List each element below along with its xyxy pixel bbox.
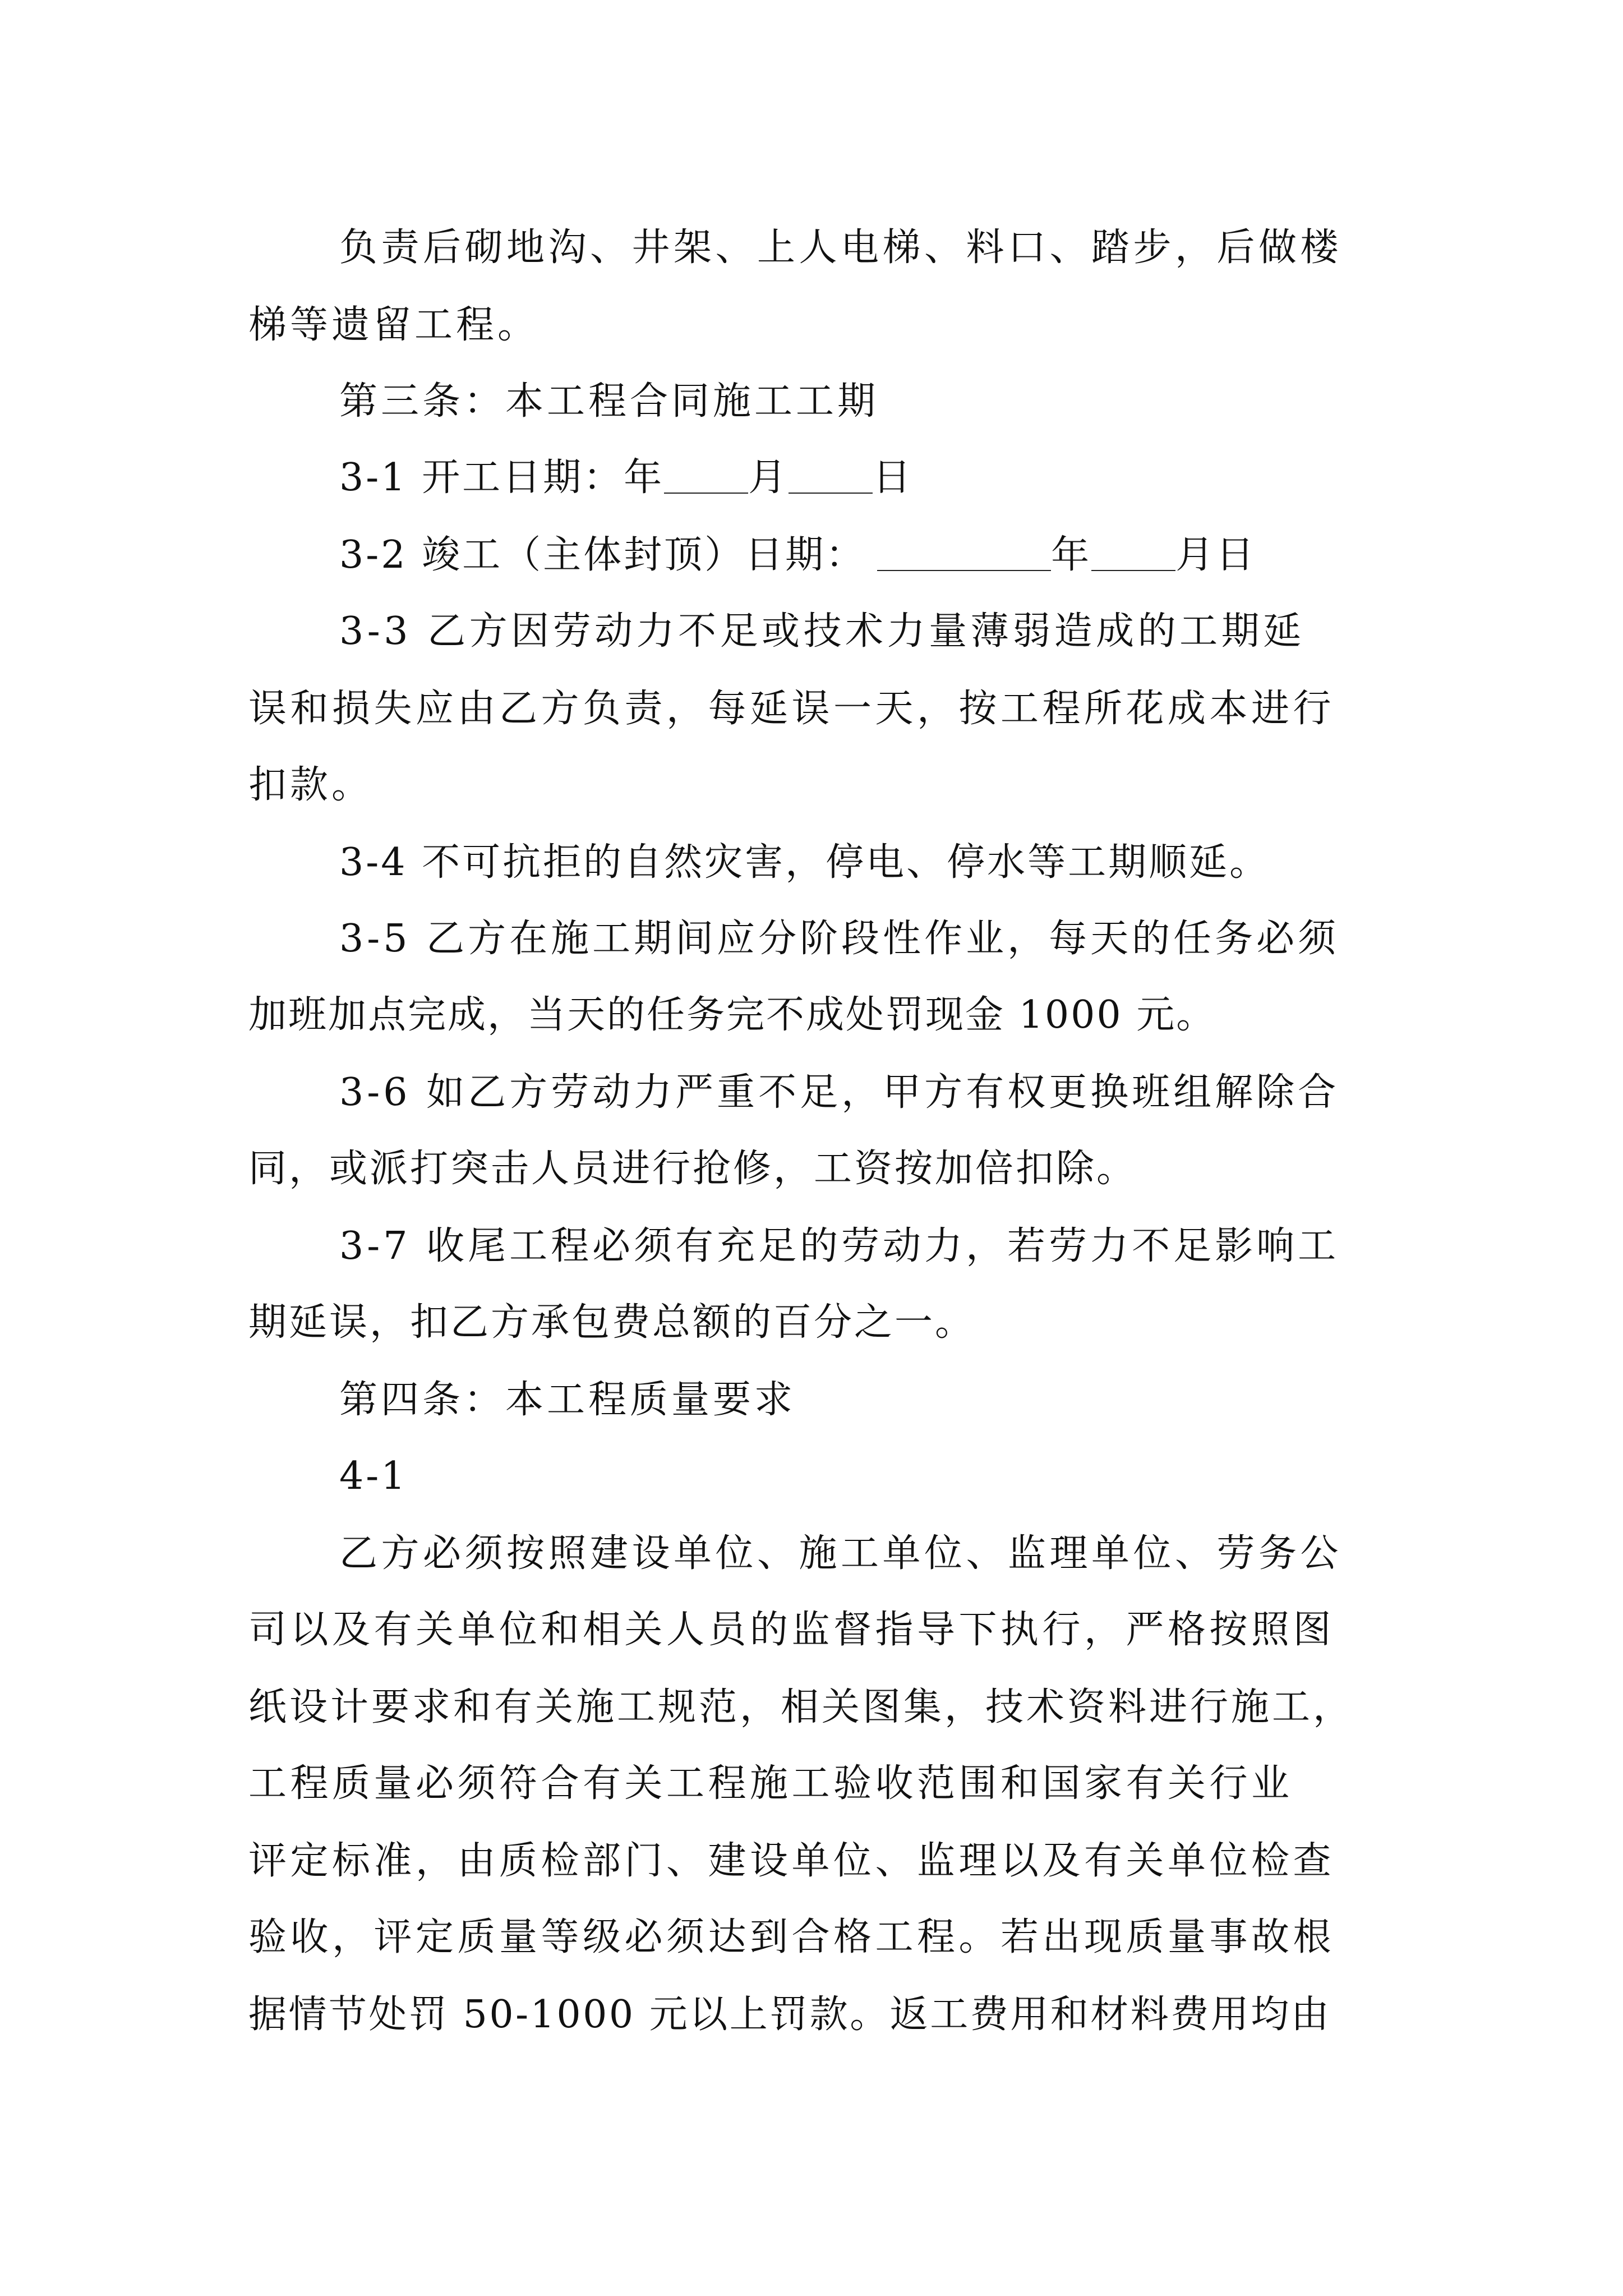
paragraph-line bbox=[339, 220, 1342, 276]
text-run: 乙方必须按照建设单位、施工单位、监理单位、劳务公 bbox=[339, 1531, 1343, 1576]
text-run: 日 bbox=[873, 455, 914, 500]
section-heading bbox=[339, 1372, 796, 1428]
paragraph-line bbox=[339, 1065, 1339, 1121]
fill-in-blank bbox=[877, 570, 1051, 571]
fill-in-blank bbox=[664, 493, 748, 494]
text-run: 4-1 bbox=[339, 1454, 408, 1498]
text-run: 第四条：本工程质量要求 bbox=[339, 1378, 796, 1422]
paragraph-line bbox=[248, 987, 1216, 1043]
text-run: 纸设计要求和有关施工规范，相关图集，技术资料进行施工， bbox=[248, 1685, 1354, 1729]
clause-number bbox=[339, 1448, 408, 1504]
paragraph-line bbox=[248, 1141, 1137, 1197]
text-run: 误和损失应由乙方负责，每延误一天，按工程所花成本进行 bbox=[248, 687, 1335, 731]
text-run: 扣款。 bbox=[248, 763, 374, 807]
text-run: 3-2 竣工（主体封顶）日期： bbox=[339, 533, 866, 577]
text-run: 司以及有关单位和相关人员的监督指导下执行，严格按照图 bbox=[248, 1608, 1335, 1652]
paragraph-line bbox=[339, 911, 1339, 967]
text-run: 年 bbox=[1051, 533, 1092, 577]
text-run: 梯等遗留工程。 bbox=[248, 303, 540, 347]
text-run: 验收，评定质量等级必须达到合格工程。若出现质量事故根 bbox=[248, 1915, 1335, 1959]
paragraph-line bbox=[248, 1910, 1335, 1966]
text-run: 同，或派打突击人员进行抢修，工资按加倍扣除。 bbox=[248, 1147, 1137, 1191]
text-run: 负责后砌地沟、井架、上人电梯、料口、踏步，后做楼 bbox=[339, 226, 1343, 270]
text-run: 3-3 乙方因劳动力不足或技术力量薄弱造成的工期延 bbox=[339, 609, 1305, 654]
text-run: 据情节处罚 50-1000 元以上罚款。返工费用和材料费用均由 bbox=[248, 1993, 1331, 2037]
text-run: 评定标准，由质检部门、建设单位、监理以及有关单位检查 bbox=[248, 1839, 1335, 1883]
section-heading bbox=[339, 374, 879, 430]
text-run: 加班加点完成，当天的任务完不成处罚现金 1000 元。 bbox=[248, 993, 1216, 1037]
paragraph-line bbox=[339, 1526, 1342, 1582]
paragraph-line bbox=[248, 681, 1335, 737]
paragraph-line bbox=[339, 450, 913, 506]
paragraph-line bbox=[248, 1756, 1293, 1812]
paragraph-line bbox=[248, 1295, 975, 1351]
paragraph-line bbox=[339, 835, 1270, 891]
text-run: 3-6 如乙方劳动力严重不足，甲方有权更换班组解除合 bbox=[339, 1070, 1340, 1115]
text-run: 3-5 乙方在施工期间应分阶段性作业，每天的任务必须 bbox=[339, 917, 1340, 961]
text-run: 月 bbox=[748, 455, 789, 500]
text-run: 期延误，扣乙方承包费总额的百分之一。 bbox=[248, 1300, 976, 1345]
paragraph-line bbox=[339, 604, 1305, 660]
text-run: 月日 bbox=[1175, 533, 1257, 577]
paragraph-line bbox=[248, 1833, 1335, 1889]
paragraph-line bbox=[248, 297, 539, 353]
paragraph-line bbox=[248, 1602, 1335, 1658]
paragraph-line bbox=[339, 527, 1256, 583]
paragraph-line bbox=[339, 1218, 1339, 1274]
fill-in-blank bbox=[1091, 570, 1175, 571]
text-run: 第三条：本工程合同施工工期 bbox=[339, 379, 879, 424]
paragraph-line bbox=[248, 1680, 1354, 1736]
fill-in-blank bbox=[789, 493, 873, 494]
text-run: 工程质量必须符合有关工程施工验收范围和国家有关行业 bbox=[248, 1761, 1293, 1806]
paragraph-line bbox=[248, 757, 373, 813]
paragraph-line bbox=[248, 1987, 1331, 2043]
text-run: 3-7 收尾工程必须有充足的劳动力，若劳力不足影响工 bbox=[339, 1224, 1340, 1268]
text-run: 3-1 开工日期：年 bbox=[339, 455, 665, 500]
text-run: 3-4 不可抗拒的自然灾害，停电、停水等工期顺延。 bbox=[339, 840, 1270, 885]
